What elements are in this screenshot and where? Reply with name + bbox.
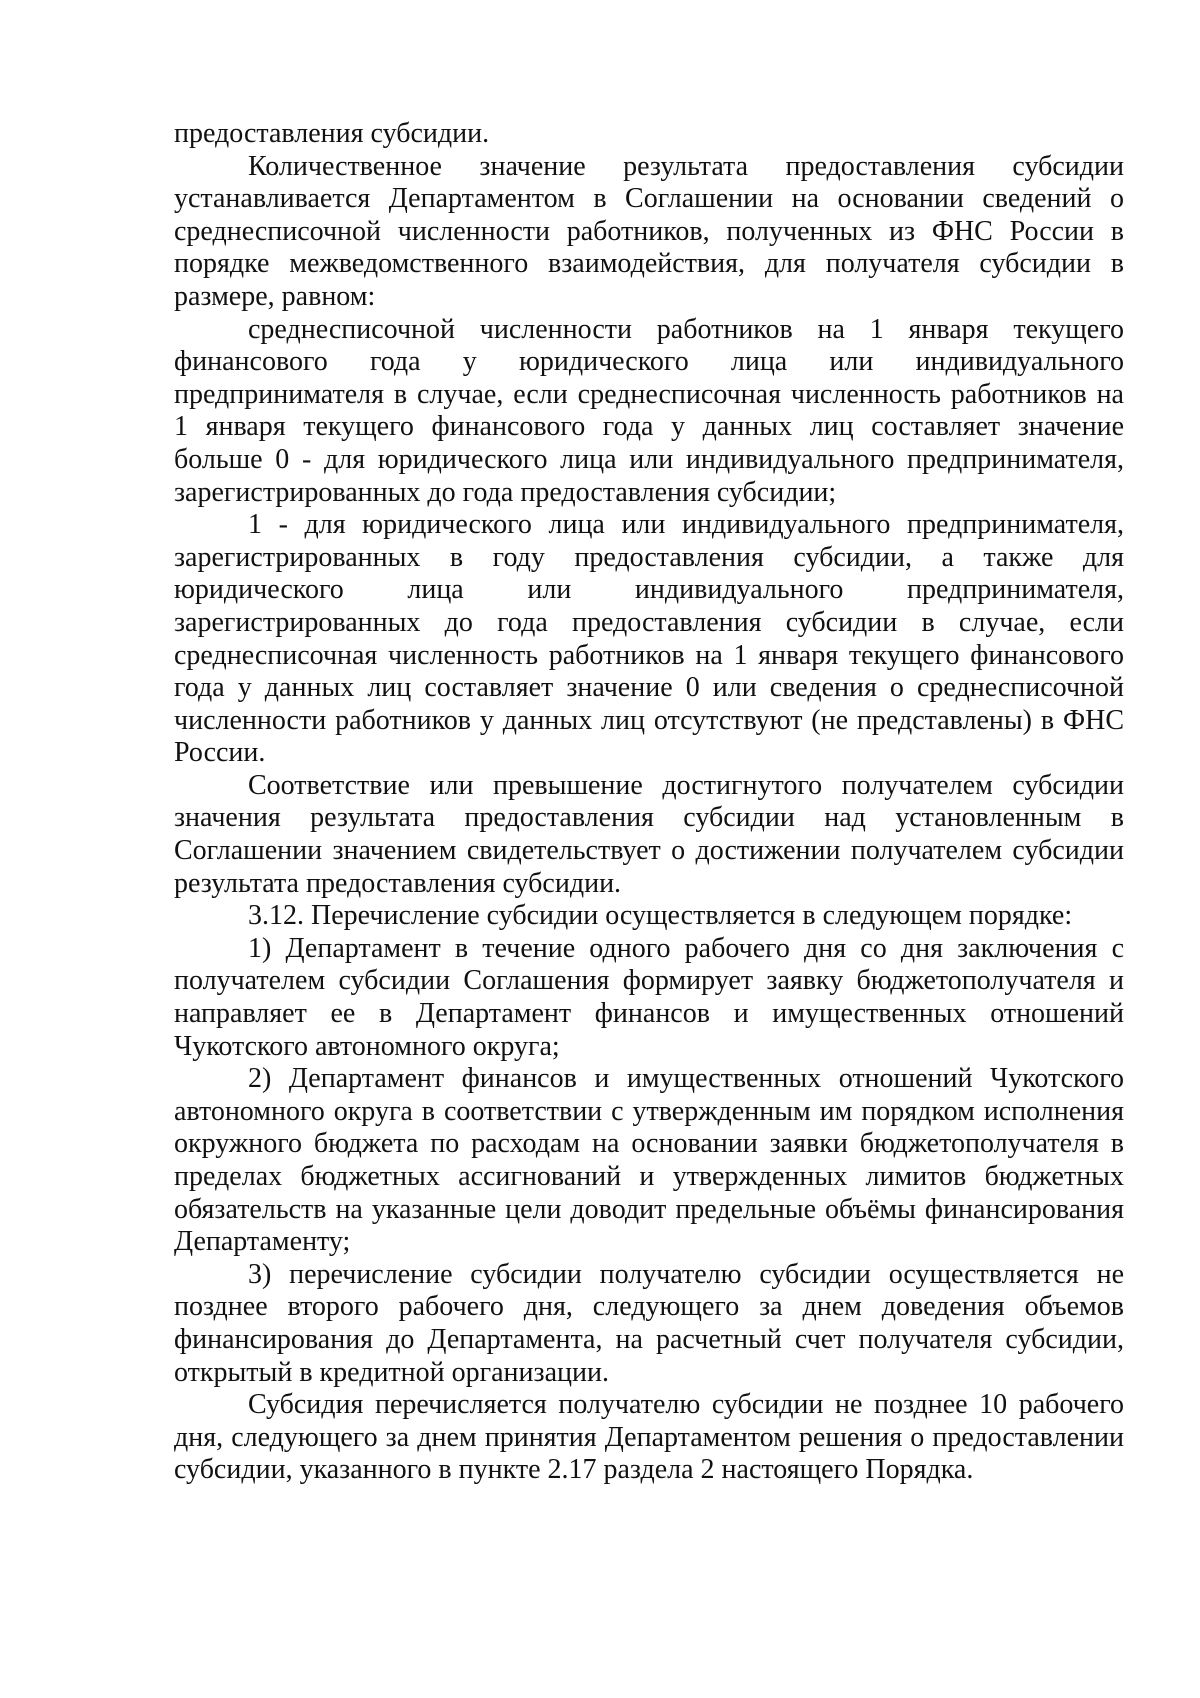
- paragraph-one-case: 1 - для юридического лица или индивидуального предпринимателя, зарегистрированных в году предоставления субсидии, а также для юридического лица или индивидуального предпринимателя, зарегистрированных до года предоставления субсидии в случае, если среднесписочная численность работников на 1 января текущего финансового года у данных лиц составляет значение 0 или сведения о среднесписочной численности работников у данных лиц отсутствуют (не представлены) в ФНС России.: [174, 509, 1124, 769]
- paragraph-transfer-deadline: Субсидия перечисляется получателю субсидии не позднее 10 рабочего дня, следующего за днем принятия Департаментом решения о предоставлении субсидии, указанного в пункте 2.17 раздела 2 настоящего Порядка.: [174, 1389, 1124, 1486]
- paragraph-quantitative-value: Количественное значение результата предоставления субсидии устанавливается Департаментом в Соглашении на основании сведений о среднесписочной численности работников, полученных из ФНС России в порядке межведомственного взаимодействия, для получателя субсидии в размере, равном:: [174, 150, 1124, 312]
- document-page: [174, 118, 1124, 1487]
- paragraph-step-2: 2) Департамент финансов и имущественных отношений Чукотского автономного округа в соответствии с утвержденным им порядком исполнения окружного бюджета по расходам на основании заявки бюджетополучателя в пределах бюджетных ассигнований и утвержденных лимитов бюджетных обязательств на указанные цели доводит предельные объёмы финансирования Департаменту;: [174, 1063, 1124, 1258]
- paragraph-continuation: предоставления субсидии.: [174, 118, 490, 149]
- paragraph-step-3: 3) перечисление субсидии получателю субсидии осуществляется не позднее второго рабочего дня, следующего за днем доведения объемов финансирования до Департамента, на расчетный счет получателя субсидии, открытый в кредитной организации.: [174, 1258, 1124, 1388]
- paragraph-achievement: Соответствие или превышение достигнутого получателем субсидии значения результата предоставления субсидии над установленным в Соглашении значением свидетельствует о достижении получателем субсидии результата предоставления субсидии.: [174, 769, 1124, 899]
- paragraph-section-3-12: 3.12. Перечисление субсидии осуществляется в следующем порядке:: [248, 900, 1073, 932]
- paragraph-step-1: 1) Департамент в течение одного рабочего дня со дня заключения с получателем субсидии Соглашения формирует заявку бюджетополучателя и направляет ее в Департамент финансов и имущественных отношений Чукотского автономного округа;: [174, 932, 1124, 1062]
- paragraph-headcount-case: среднесписочной численности работников на 1 января текущего финансового года у юридического лица или индивидуального предпринимателя в случае, если среднесписочная численность работников на 1 января текущего финансового года у данных лиц составляет значение больше 0 - для юридического лица или индивидуального предпринимателя, зарегистрированных до года предоставления субсидии;: [174, 313, 1124, 508]
